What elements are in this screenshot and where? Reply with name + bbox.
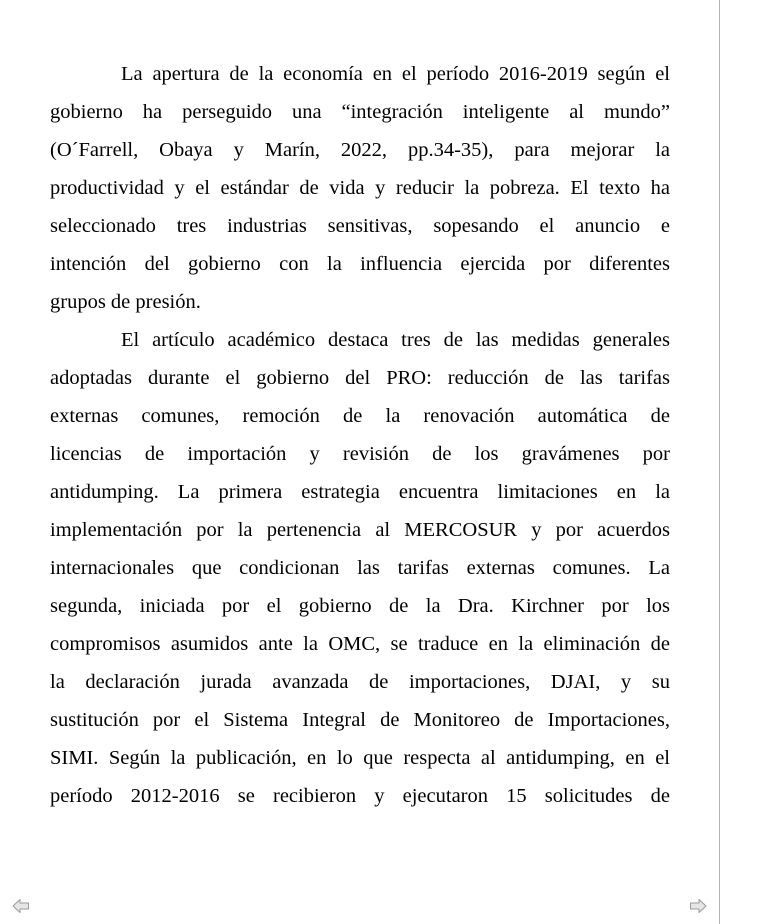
text-line: licencias de importación y revisión de los gravámenes por [50, 443, 670, 465]
paragraph-1 [50, 55, 670, 321]
text-line: intención del gobierno con la influencia ejercida por diferentes [50, 253, 670, 275]
text-line: El artículo académico destaca tres de las medidas generales [121, 329, 670, 351]
text-line: grupos de presión. [50, 291, 201, 313]
text-line: sustitución por el Sistema Integral de Monitoreo de Importaciones, [50, 709, 670, 731]
text-line: productividad y el estándar de vida y reducir la pobreza. El texto ha [50, 177, 670, 199]
document-body [50, 55, 670, 815]
text-line: internacionales que condicionan las tarifas externas comunes. La [50, 557, 670, 579]
text-line: La apertura de la economía en el período 2016-2019 según el [121, 63, 670, 85]
text-line: (O´Farrell, Obaya y Marín, 2022, pp.34-35), para mejorar la [50, 139, 670, 161]
text-line: segunda, iniciada por el gobierno de la Dra. Kirchner por los [50, 595, 670, 617]
text-line: gobierno ha perseguido una “integración inteligente al mundo” [50, 101, 670, 123]
text-line: adoptadas durante el gobierno del PRO: reducción de las tarifas [50, 367, 670, 389]
paragraph-2 [50, 321, 670, 815]
text-line: implementación por la pertenencia al MERCOSUR y por acuerdos [50, 519, 670, 541]
text-line: externas comunes, remoción de la renovación automática de [50, 405, 670, 427]
text-line: antidumping. La primera estrategia encuentra limitaciones en la [50, 481, 670, 503]
text-line: la declaración jurada avanzada de importaciones, DJAI, y su [50, 671, 670, 693]
text-line: período 2012-2016 se recibieron y ejecutaron 15 solicitudes de [50, 785, 670, 807]
right-gutter [720, 0, 768, 924]
text-line: SIMI. Según la publicación, en lo que respecta al antidumping, en el [50, 747, 670, 769]
text-line: seleccionado tres industrias sensitivas, sopesando el anuncio e [50, 215, 670, 237]
arrow-right-icon[interactable] [689, 898, 707, 914]
arrow-left-icon[interactable] [12, 898, 30, 914]
text-line: compromisos asumidos ante la OMC, se traduce en la eliminación de [50, 633, 670, 655]
